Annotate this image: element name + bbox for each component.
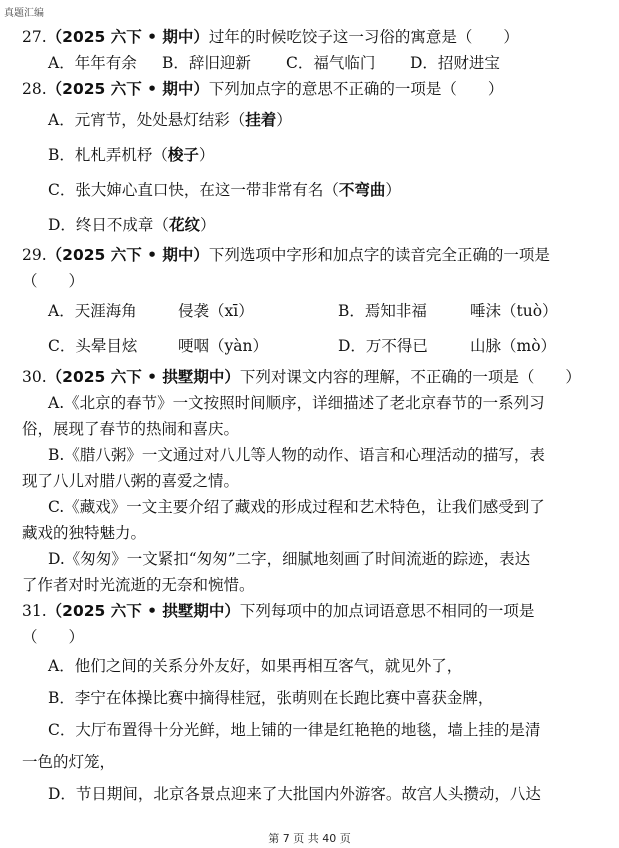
- q30-num: 30.: [22, 368, 47, 386]
- q31-tag: （2025 六下 • 拱墅期中）: [46, 602, 240, 620]
- q30-option-d-line1: D.《匆匆》一文紧扣“匆匆”二字，细腻地刻画了时间流逝的踪迹，表达: [48, 550, 531, 568]
- q31-option-a: A．他们之间的关系分外友好，如果再相互客气，就见外了，: [48, 657, 463, 675]
- q29-option-b-word: B．焉知非福: [338, 302, 427, 320]
- q28-text: 下列加点字的意思不正确的一项是（ ）: [208, 80, 504, 98]
- page-header: 真题汇编: [4, 8, 44, 19]
- q27-stem: [0, 24, 619, 50]
- q29-option-b-pinyin: 唾沫（tuò）: [470, 302, 558, 320]
- q31-option-b: B．李宁在体操比赛中摘得桂冠，张萌则在长跑比赛中喜获金牌，: [48, 689, 494, 707]
- q27-text: 过年的时候吃饺子这一习俗的寓意是（ ）: [208, 28, 519, 46]
- question-content: [0, 24, 619, 810]
- q27-option-d: D．招财进宝: [410, 54, 500, 72]
- q29-options-row2: [0, 329, 619, 364]
- q29-option-c-pinyin: 哽咽（yàn）: [178, 337, 268, 355]
- q29-stem: [0, 242, 619, 268]
- q28-option-c: C．张大婶心直口快，在这一带非常有名（不弯曲）: [48, 180, 401, 199]
- q30-tag: （2025 六下 • 拱墅期中）: [46, 368, 240, 386]
- q30-option-c-line1: C.《藏戏》一文主要介绍了藏戏的形成过程和艺术特色，让我们感受到了: [48, 498, 545, 516]
- q28-option-a: A．元宵节，处处悬灯结彩（挂着）: [48, 110, 292, 129]
- q31-option-d-line1: D．节日期间，北京各景点迎来了大批国内外游客。故宫人头攒动，八达: [48, 785, 541, 803]
- q30-option-b-line2: 现了八儿对腊八粥的喜爱之情。: [22, 472, 240, 490]
- q28-stem: [0, 76, 619, 102]
- q29-option-d-word: D．万不得已: [338, 337, 428, 355]
- q27-options: [0, 50, 619, 76]
- page-footer: 第 7 页 共 40 页: [268, 832, 351, 845]
- q31-stem: [0, 598, 619, 624]
- q29-option-c-word: C．头晕目炫: [48, 337, 138, 355]
- q30-option-a-line2: 俗，展现了春节的热闹和喜庆。: [22, 420, 240, 438]
- q30-option-b-line1: B.《腊八粥》一文通过对八儿等人物的动作、语言和心理活动的描写，表: [48, 446, 545, 464]
- q29-num: 29.: [22, 246, 47, 264]
- q27-option-b: B．辞旧迎新: [162, 54, 251, 72]
- q28-num: 28.: [22, 80, 47, 98]
- q27-num: 27.: [22, 28, 47, 46]
- q30-text: 下列对课文内容的理解，不正确的一项是（ ）: [239, 368, 581, 386]
- q31-text: 下列每项中的加点词语意思不相同的一项是: [239, 602, 535, 620]
- q29-options-row1: [0, 294, 619, 329]
- q31-option-c-line2: 一色的灯笼，: [22, 753, 116, 771]
- q29-option-a-pinyin: 侵袭（xī）: [178, 302, 254, 320]
- q30-option-d-line2: 了作者对时光流逝的无奈和惋惜。: [22, 576, 255, 594]
- q27-option-c: C．福气临门: [286, 54, 376, 72]
- q31-option-c-line1: C．大厅布置得十分光鲜，地上铺的一律是红艳艳的地毯，墙上挂的是清: [48, 721, 541, 739]
- q27-tag: （2025 六下 • 期中）: [46, 28, 209, 46]
- q30-option-a-line1: A.《北京的春节》一文按照时间顺序，详细描述了老北京春节的一系列习: [48, 394, 545, 412]
- q30-option-c-line2: 藏戏的独特魅力。: [22, 524, 147, 542]
- q29-tag: （2025 六下 • 期中）: [46, 246, 209, 264]
- q27-option-a: A．年年有余: [48, 54, 137, 72]
- q29-option-d-pinyin: 山脉（mò）: [470, 337, 557, 355]
- q29-paren: （ ）: [22, 272, 85, 290]
- q28-option-d: D．终日不成章（花纹）: [48, 215, 216, 234]
- q28-tag: （2025 六下 • 期中）: [46, 80, 209, 98]
- q30-stem: [0, 364, 619, 390]
- q31-num: 31.: [22, 602, 47, 620]
- q29-text: 下列选项中字形和加点字的读音完全正确的一项是: [208, 246, 550, 264]
- q31-paren: （ ）: [22, 628, 85, 646]
- q28-option-b: B．札札弄机杼（梭子）: [48, 145, 215, 164]
- q29-option-a-word: A．天涯海角: [48, 302, 137, 320]
